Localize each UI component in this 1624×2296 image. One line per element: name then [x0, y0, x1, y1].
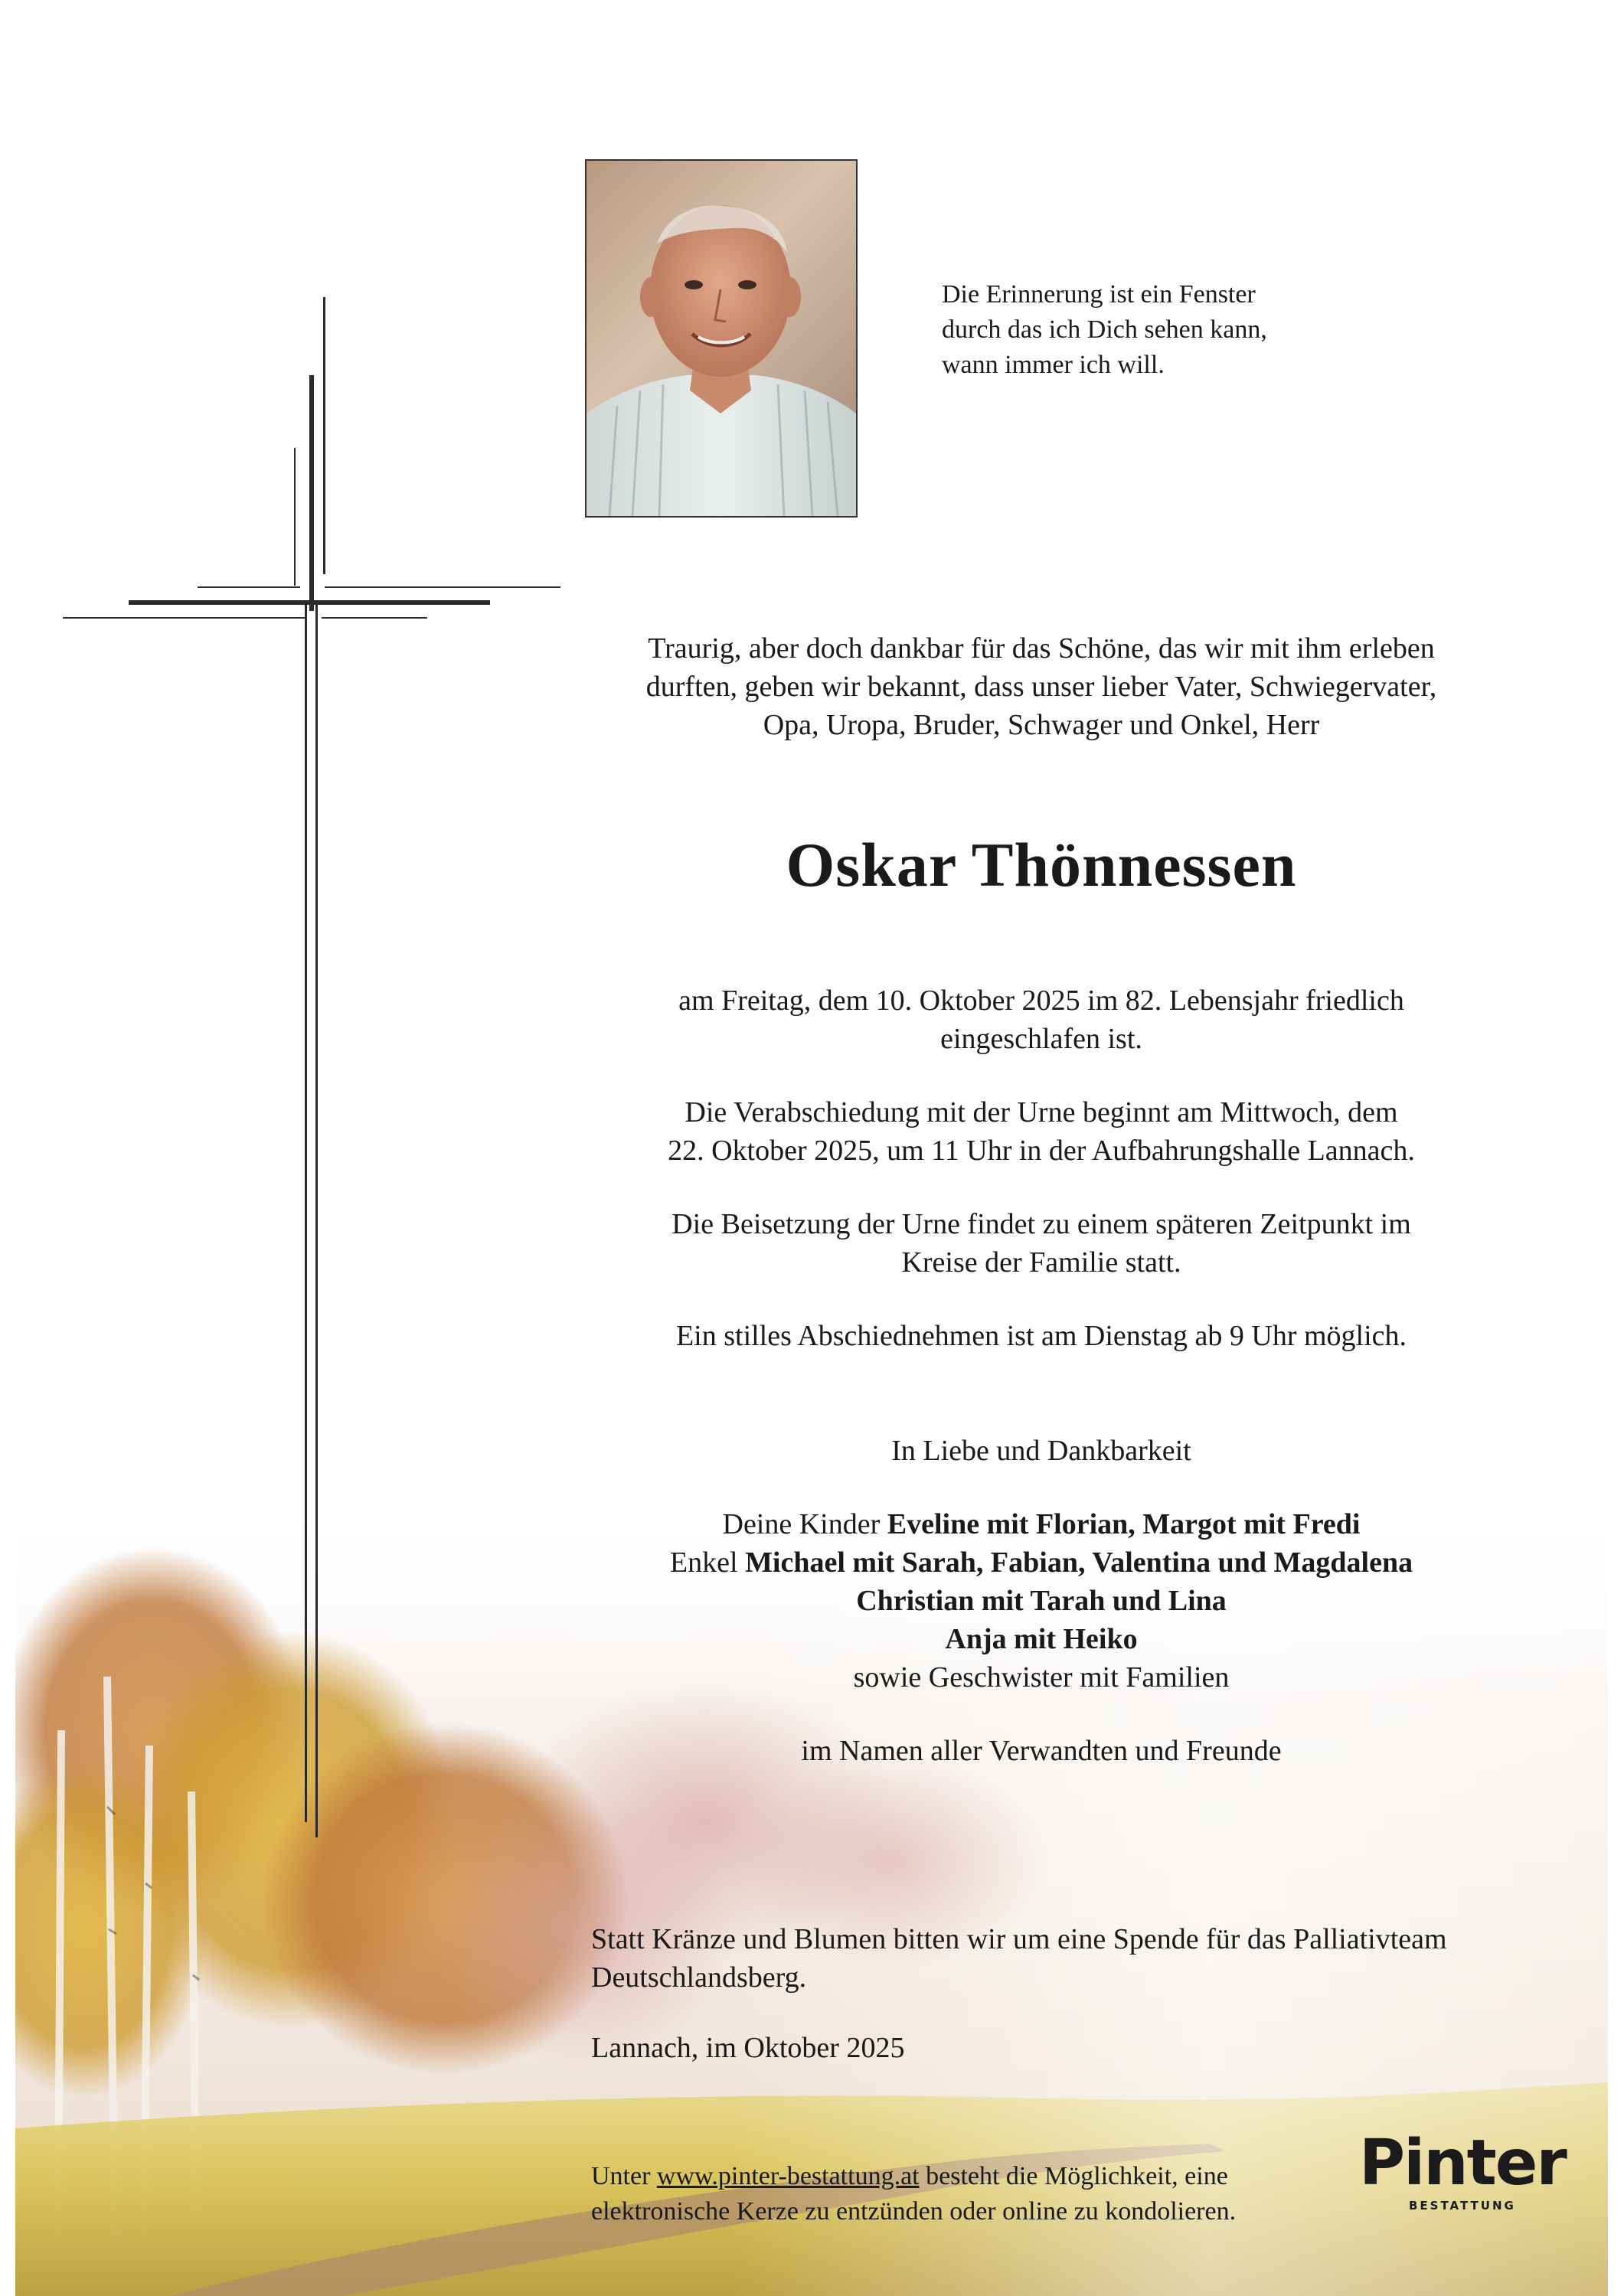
burial-line-2: Kreise der Familie statt. — [901, 1246, 1181, 1279]
donation-line-1: Statt Kränze und Blumen bitten wir um eine Spende für das Palliativteam — [591, 1923, 1447, 1955]
mourners-closing: im Namen aller Verwandten und Freunde — [801, 1735, 1282, 1767]
quote-line-2: durch das ich Dich sehen kann, — [942, 315, 1267, 344]
farewell-info — [567, 1093, 1516, 1170]
mourners-heading: In Liebe und Dankbarkeit — [891, 1435, 1191, 1467]
announcement-intro — [567, 629, 1516, 744]
farewell-line-2: 22. Oktober 2025, um 11 Uhr in der Aufbahrungshalle Lannach. — [668, 1135, 1415, 1167]
place-date: Lannach, im Oktober 2025 — [591, 2032, 905, 2064]
mourners-line-3: Christian mit Tarah und Lina — [856, 1585, 1227, 1617]
logo-subtitle: BESTATTUNG — [1408, 2199, 1516, 2213]
death-line-1: am Freitag, dem 10. Oktober 2025 im 82. Lebensjahr friedlich — [678, 985, 1404, 1017]
children-line — [567, 1505, 1516, 1543]
children-names: Eveline mit Florian, Margot mit Fredi — [887, 1508, 1361, 1540]
pinter-logo — [1359, 2127, 1566, 2213]
burial-info — [567, 1205, 1516, 1282]
quote-line-3: wann immer ich will. — [942, 351, 1165, 379]
grandchildren-names: Michael mit Sarah, Fabian, Valentina und Magdalena — [745, 1546, 1413, 1579]
farewell-line-1: Die Verabschiedung mit der Urne beginnt am Mittwoch, dem — [685, 1096, 1398, 1128]
death-line-2: eingeschlafen ist. — [940, 1023, 1142, 1055]
deceased-name: Oskar Thönnessen — [786, 830, 1297, 900]
donation-line-2: Deutschlandsberg. — [591, 1961, 807, 1994]
children-prefix: Deine Kinder — [722, 1508, 887, 1540]
intro-line-1: Traurig, aber doch dankbar für das Schöne, das wir mit ihm erleben — [648, 632, 1435, 665]
grandchildren-line — [567, 1543, 1516, 1582]
footer-line-2: elektronische Kerze zu entzünden oder online zu kondolieren. — [591, 2197, 1237, 2226]
intro-line-2: durften, geben wir bekannt, dass unser lieber Vater, Schwiegervater, — [645, 671, 1437, 703]
mourners-line-5: sowie Geschwister mit Familien — [853, 1661, 1230, 1693]
viewing-info: Ein stilles Abschiednehmen ist am Dienstag ab 9 Uhr möglich. — [675, 1320, 1407, 1352]
death-notice — [567, 981, 1516, 1058]
logo-wordmark: Pinter — [1359, 2127, 1566, 2200]
intro-line-3: Opa, Uropa, Bruder, Schwager und Onkel, Herr — [763, 709, 1320, 741]
burial-line-1: Die Beisetzung der Urne findet zu einem späteren Zeitpunkt im — [671, 1208, 1411, 1240]
quote-line-1: Die Erinnerung ist ein Fenster — [942, 280, 1256, 309]
footer-line-1 — [591, 2159, 1326, 2194]
footer-prefix: Unter — [591, 2162, 657, 2190]
memorial-quote — [942, 277, 1401, 383]
grandchildren-prefix: Enkel — [669, 1546, 746, 1579]
mourners-line-4: Anja mit Heiko — [945, 1623, 1138, 1655]
mourners-list — [567, 1505, 1516, 1697]
website-link[interactable]: www.pinter-bestattung.at — [656, 2162, 920, 2190]
donation-request — [591, 1920, 1571, 1997]
footer-suffix: besteht die Möglichkeit, eine — [919, 2162, 1228, 2190]
portrait-photo — [585, 159, 858, 518]
online-condolence-note — [591, 2159, 1326, 2229]
